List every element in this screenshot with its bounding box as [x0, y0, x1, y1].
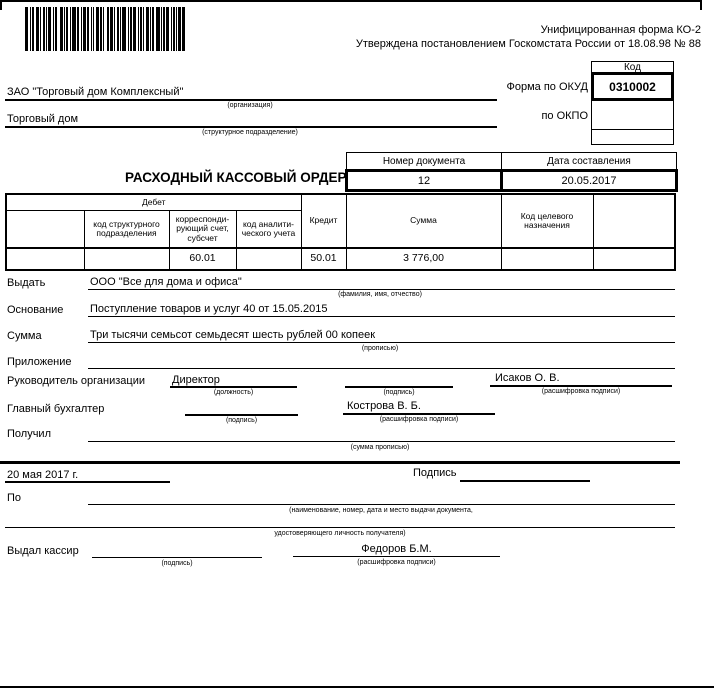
basis-underline — [88, 316, 675, 317]
document-title: РАСХОДНЫЙ КАССОВЫЙ ОРДЕР — [125, 170, 347, 185]
head-position-underline — [170, 386, 297, 388]
amount-caption: (прописью) — [361, 345, 399, 352]
subdivision-name: Торговый дом — [7, 113, 79, 125]
head-name-value: Исаков О. В. — [495, 372, 560, 384]
basis-label: Основание — [7, 304, 64, 316]
accountant-label: Главный бухгалтер — [7, 403, 105, 415]
attachment-label: Приложение — [7, 356, 72, 368]
okpo-value-box — [591, 100, 674, 130]
head-name-underline — [490, 385, 672, 387]
corr-account-header: корреспонди-рующий счет, субсчет — [169, 211, 236, 249]
cell-credit: 50.01 — [301, 248, 346, 270]
cell-first-blank — [6, 248, 84, 270]
amount-label: Сумма — [7, 330, 42, 342]
okud-value-box: 0310002 — [591, 72, 674, 101]
by-caption-line1: (наименование, номер, дата и место выдачи документа, — [289, 507, 473, 514]
accountant-name-underline — [343, 413, 495, 415]
head-name-caption: (расшифровка подписи) — [541, 388, 621, 395]
organization-caption: (организация) — [227, 102, 273, 109]
attachment-underline — [88, 368, 675, 369]
cashier-name-caption: (расшифровка подписи) — [357, 559, 436, 566]
head-position-caption: (должность) — [213, 389, 254, 396]
by-underline — [88, 504, 675, 505]
footer-signature-label: Подпись — [413, 467, 457, 479]
by-label: По — [7, 492, 22, 504]
head-position-value: Директор — [172, 374, 220, 386]
issue-underline — [88, 289, 675, 290]
amount-value: Три тысячи семьсот семьдесят шесть рублей 00 копеек — [90, 329, 376, 341]
cell-analytic-code — [236, 248, 301, 270]
accountant-sign-underline — [185, 414, 298, 416]
sum-header: Сумма — [346, 194, 501, 248]
subdivision-caption: (структурное подразделение) — [202, 129, 298, 136]
spare-code-box — [591, 129, 674, 145]
issue-label: Выдать — [7, 277, 46, 289]
doc-meta-table — [345, 152, 678, 192]
analytic-code-header: код аналити-ческого учета — [236, 211, 301, 249]
approval-note: Утверждена постановлением Госкомстата России от 18.08.98 № 88 — [355, 38, 701, 50]
head-label: Руководитель организации — [7, 375, 146, 387]
subdivision-underline — [5, 126, 497, 128]
doc-date-header: Дата составления — [502, 153, 677, 171]
cell-sum: 3 776,00 — [346, 248, 501, 270]
accountant-sign-caption: (подпись) — [225, 417, 258, 424]
footer-signature-underline — [460, 480, 590, 482]
head-sign-underline — [345, 386, 453, 388]
basis-value: Поступление товаров и услуг 40 от 15.05.2015 — [90, 303, 328, 315]
debit-blank-header — [6, 211, 84, 249]
credit-header: Кредит — [301, 194, 346, 248]
doc-date-value: 20.05.2017 — [502, 171, 677, 191]
section-separator — [0, 461, 680, 464]
barcode — [25, 7, 185, 51]
identity-underline — [5, 527, 675, 528]
accountant-name-caption: (расшифровка подписи) — [379, 416, 459, 423]
cashier-sign-underline — [92, 557, 262, 558]
okud-label: Форма по ОКУД — [506, 81, 588, 93]
extra-header — [593, 194, 675, 248]
unified-form-note: Унифицированная форма КО-2 — [540, 24, 701, 36]
amount-underline — [88, 342, 675, 343]
okpo-label: по ОКПО — [541, 110, 588, 122]
cashier-name-value: Федоров Б.М. — [361, 543, 432, 555]
cashier-name-underline — [293, 556, 500, 557]
account-table — [5, 193, 676, 271]
cell-purpose-code — [501, 248, 593, 270]
issue-value: ООО "Все для дома и офиса" — [90, 276, 242, 288]
organization-underline — [5, 99, 497, 101]
cell-structural-code — [84, 248, 169, 270]
head-sign-caption: (подпись) — [383, 389, 415, 396]
footer-date: 20 мая 2017 г. — [7, 469, 79, 481]
received-underline — [88, 441, 675, 442]
issue-caption: (фамилия, имя, отчество) — [338, 291, 422, 298]
code-box-header: Код — [591, 61, 674, 73]
received-label: Получил — [7, 428, 51, 440]
by-caption-line2: удостоверяющего личность получателя) — [274, 530, 406, 537]
received-caption: (сумма прописью) — [350, 444, 410, 451]
cashier-label: Выдал кассир — [7, 545, 79, 557]
accountant-name-value: Кострова В. Б. — [347, 400, 421, 412]
cell-corr-account: 60.01 — [169, 248, 236, 270]
cashier-sign-caption: (подпись) — [161, 560, 193, 567]
purpose-code-header: Код целевого назначения — [501, 194, 593, 248]
debit-header: Дебет — [6, 194, 301, 211]
structural-code-header: код структурного подразделения — [84, 211, 169, 249]
footer-date-underline — [5, 481, 170, 483]
organization-name: ЗАО "Торговый дом Комплексный" — [7, 86, 184, 98]
account-values-row — [6, 248, 675, 270]
cell-extra — [593, 248, 675, 270]
doc-number-header: Номер документа — [347, 153, 502, 171]
doc-number-value: 12 — [347, 171, 502, 191]
